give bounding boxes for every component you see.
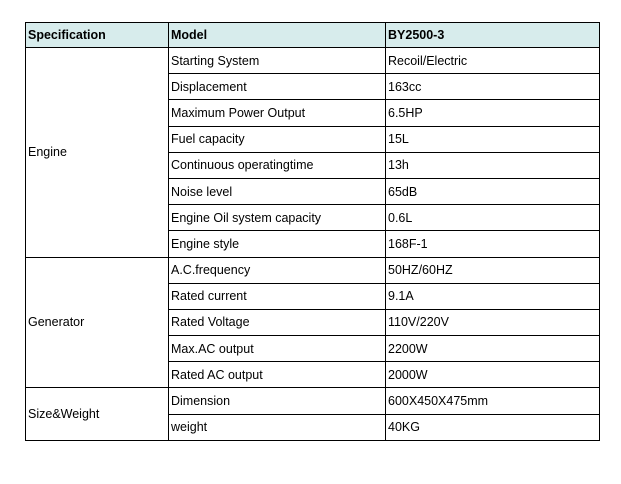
spec-value-cell: Recoil/Electric (386, 48, 600, 74)
spec-label-cell: Starting System (169, 48, 386, 74)
table-body (26, 48, 600, 441)
spec-label-cell: Displacement (169, 74, 386, 100)
spec-value-cell: 163cc (386, 74, 600, 100)
spec-value-cell: 40KG (386, 414, 600, 440)
header-model-number: BY2500-3 (386, 23, 600, 48)
spec-value-cell: 0.6L (386, 205, 600, 231)
spec-label-cell: Maximum Power Output (169, 100, 386, 126)
spec-value-cell: 50HZ/60HZ (386, 257, 600, 283)
spec-label-cell: Max.AC output (169, 336, 386, 362)
spec-label-cell: Rated Voltage (169, 309, 386, 335)
group-name-cell: Generator (26, 257, 169, 388)
spec-value-cell: 600X450X475mm (386, 388, 600, 414)
spec-value-cell: 2200W (386, 336, 600, 362)
spec-value-cell: 13h (386, 152, 600, 178)
spec-label-cell: Engine style (169, 231, 386, 257)
spec-value-cell: 6.5HP (386, 100, 600, 126)
spec-value-cell: 2000W (386, 362, 600, 388)
spec-label-cell: Noise level (169, 178, 386, 204)
spec-label-cell: Rated current (169, 283, 386, 309)
table-row (26, 388, 600, 414)
spec-value-cell: 9.1A (386, 283, 600, 309)
spec-label-cell: Engine Oil system capacity (169, 205, 386, 231)
group-name-cell: Size&Weight (26, 388, 169, 440)
header-specification: Specification (26, 23, 169, 48)
table-row (26, 48, 600, 74)
header-row (26, 23, 600, 48)
spec-value-cell: 15L (386, 126, 600, 152)
spec-label-cell: Continuous operatingtime (169, 152, 386, 178)
spec-value-cell: 65dB (386, 178, 600, 204)
spec-value-cell: 168F-1 (386, 231, 600, 257)
table-row (26, 257, 600, 283)
group-name-cell: Engine (26, 48, 169, 258)
specification-table (25, 22, 600, 441)
spec-label-cell: weight (169, 414, 386, 440)
header-model: Model (169, 23, 386, 48)
spec-label-cell: Dimension (169, 388, 386, 414)
spec-label-cell: A.C.frequency (169, 257, 386, 283)
spec-value-cell: 110V/220V (386, 309, 600, 335)
spec-label-cell: Fuel capacity (169, 126, 386, 152)
spec-label-cell: Rated AC output (169, 362, 386, 388)
